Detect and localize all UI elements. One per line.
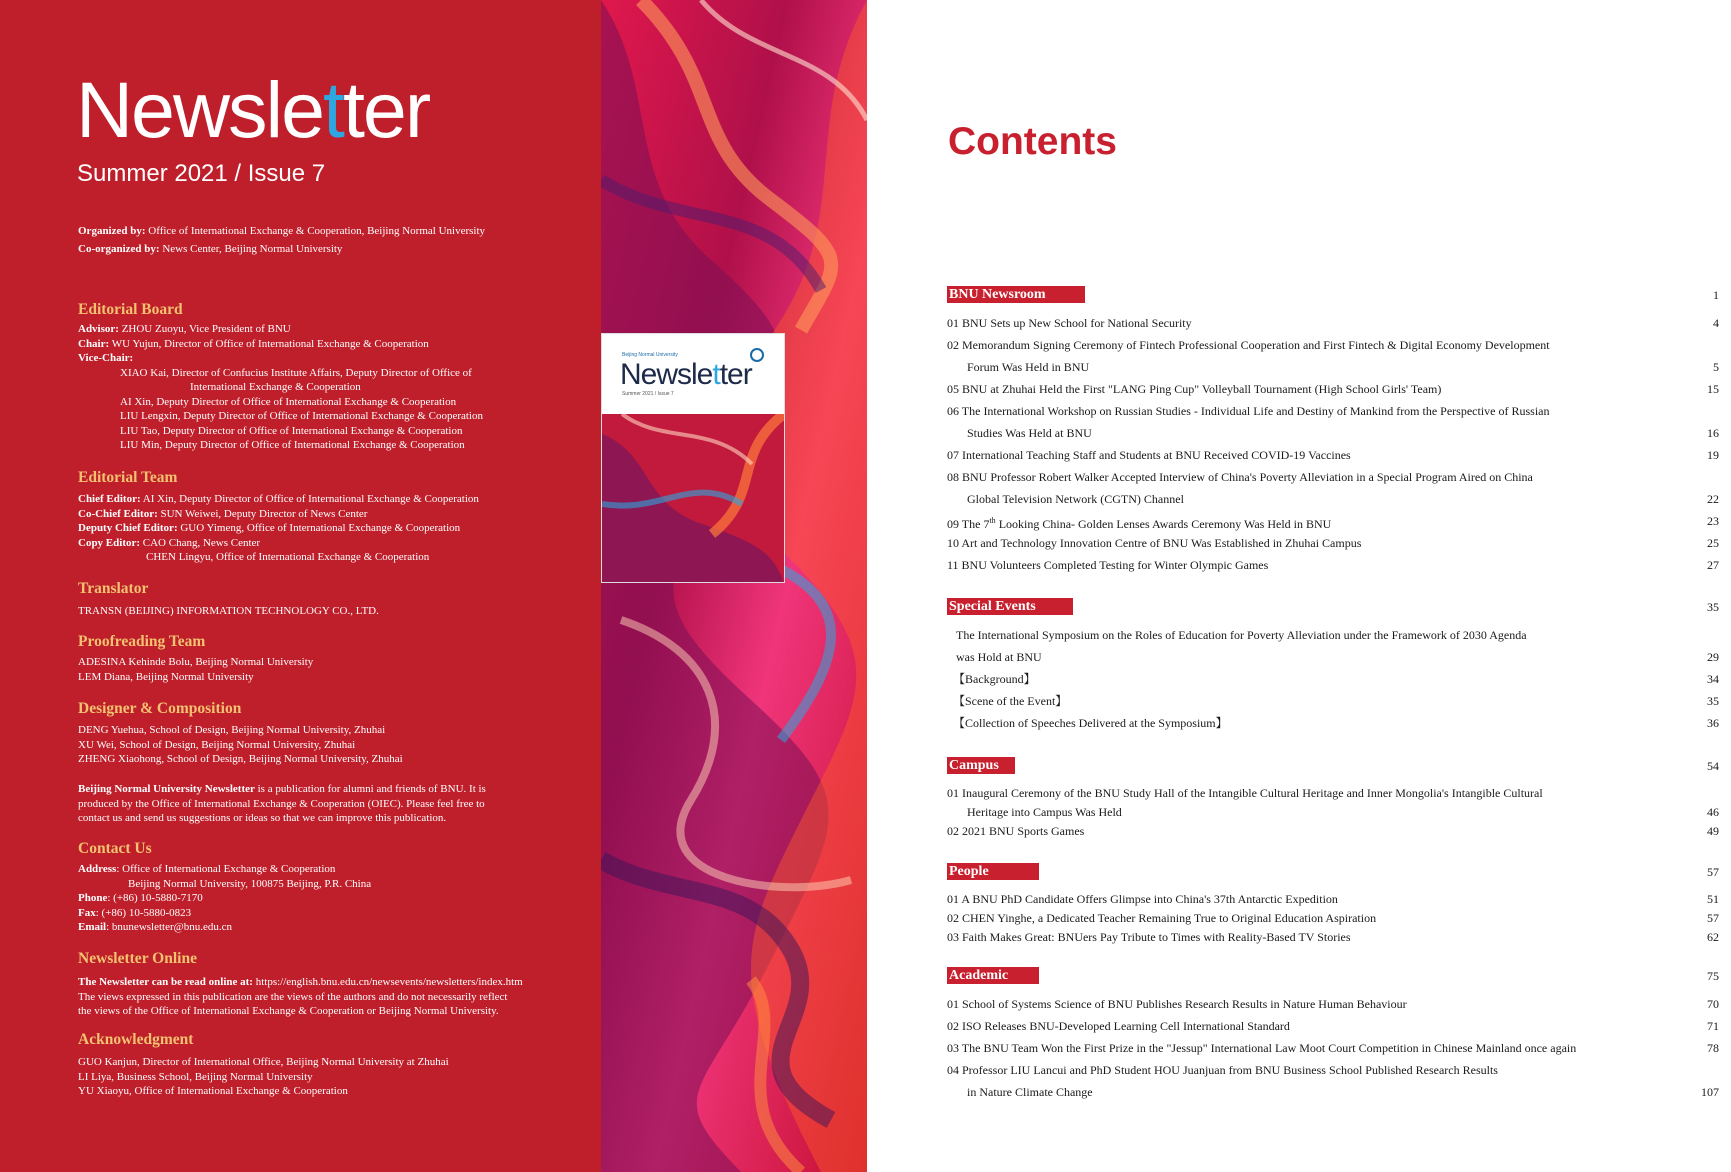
toc-entry-cont[interactable]: was Hold at BNU: [956, 650, 1042, 664]
translator-name: TRANSN (BEIJING) INFORMATION TECHNOLOGY CO., LTD.: [78, 605, 379, 617]
toc-entry[interactable]: 02 ISO Releases BNU-Developed Learning Cell International Standard: [947, 1019, 1290, 1033]
about-publication: Beijing Normal University Newsletter is a publication for alumni and friends of BNU. It is produced by the Office of International Exchange & Cooperation (OIEC). Please feel free to contact us and send us suggestions or ideas so that we can improve this publication.: [78, 783, 486, 824]
toc-page: 29: [1707, 650, 1719, 664]
section-page: 35: [1707, 600, 1719, 614]
editorial-team-heading: Editorial Team: [78, 469, 178, 486]
toc-entry[interactable]: 04 Professor LIU Lancui and PhD Student HOU Juanjuan from BNU Business School Published Research Results: [947, 1063, 1498, 1077]
toc-entry[interactable]: 【Scene of the Event】: [953, 694, 1068, 708]
toc-entry[interactable]: 07 International Teaching Staff and Students at BNU Received COVID-19 Vaccines: [947, 448, 1351, 462]
toc-page: 25: [1707, 536, 1719, 550]
section-page: 57: [1707, 865, 1719, 879]
toc-entry[interactable]: 10 Art and Technology Innovation Centre of BNU Was Established in Zhuhai Campus: [947, 536, 1362, 550]
toc-page: 36: [1707, 716, 1719, 730]
designer-team: DENG Yuehua, School of Design, Beijing Normal University, Zhuhai XU Wei, School of Design, Beijing Normal University, Zhuhai ZHENG Xiaohong, School of Design, Beijing Normal University, Zhuhai: [78, 724, 403, 765]
cover-thumbnail: [601, 333, 785, 583]
section-heading-newsroom: BNU Newsroom: [947, 286, 1085, 303]
toc-entry-cont[interactable]: Studies Was Held at BNU: [967, 426, 1092, 440]
toc-page: 19: [1707, 448, 1719, 462]
toc-entry[interactable]: 01 BNU Sets up New School for National Security: [947, 316, 1192, 330]
section-heading-special-events: Special Events: [947, 598, 1073, 615]
section-heading-people: People: [947, 863, 1039, 880]
section-heading-academic: Academic: [947, 967, 1039, 984]
translator-heading: Translator: [78, 580, 149, 597]
toc-entry[interactable]: 03 Faith Makes Great: BNUers Pay Tribute to Times with Reality-Based TV Stories: [947, 930, 1351, 944]
toc-entry[interactable]: 02 CHEN Yinghe, a Dedicated Teacher Remaining True to Original Education Aspiration: [947, 911, 1377, 925]
cover-issue: Summer 2021 / Issue 7: [622, 391, 674, 397]
acknowledgment: GUO Kanjun, Director of International Office, Beijing Normal University at Zhuhai LI Liya, Business School, Beijing Normal University YU Xiaoyu, Office of International Exchange & Cooperation: [78, 1056, 449, 1097]
toc-page: 71: [1707, 1019, 1719, 1033]
toc-entry[interactable]: 02 2021 BNU Sports Games: [947, 824, 1085, 838]
toc-page: 107: [1701, 1085, 1719, 1099]
toc-entry-cont[interactable]: in Nature Climate Change: [967, 1085, 1093, 1099]
proofreading-heading: Proofreading Team: [78, 633, 206, 650]
toc-entry-cont[interactable]: Forum Was Held in BNU: [967, 360, 1090, 374]
toc-entry[interactable]: 11 BNU Volunteers Completed Testing for Winter Olympic Games: [947, 558, 1269, 572]
toc-entry[interactable]: 06 The International Workshop on Russian Studies - Individual Life and Destiny of Mankind from the Perspective of Russian: [947, 404, 1550, 418]
section-page: 75: [1707, 969, 1719, 983]
editorial-board: Advisor: ZHOU Zuoyu, Vice President of BNU Chair: WU Yujun, Director of Office of International Exchange & Cooperation Vice-Chair: XIAO Kai, Director of Confucius Institute Affairs, Deputy Director of Office of International Exchange & Cooperation AI Xin, Deputy Director of Office of International Exchange & Cooperation LIU Lengxin, Deputy Director of Office of International Exchange & Cooperation LIU Tao, Deputy Director of Office of International Exchange & Cooperation LIU Min, Deputy Director of Office of International Exchange & Cooperation: [78, 323, 483, 451]
toc-page: 70: [1707, 997, 1719, 1011]
issue-label: Summer 2021 / Issue 7: [77, 160, 326, 187]
proofreading-team: ADESINA Kehinde Bolu, Beijing Normal University LEM Diana, Beijing Normal University: [78, 656, 314, 683]
toc-page: 5: [1713, 360, 1719, 374]
acknowledgment-heading: Acknowledgment: [78, 1031, 194, 1048]
toc-page: 49: [1707, 824, 1719, 838]
online-heading: Newsletter Online: [78, 950, 197, 967]
cover-university: Beijing Normal University: [622, 352, 678, 358]
toc-entry[interactable]: 【Background】: [953, 672, 1036, 686]
toc-page: 57: [1707, 911, 1719, 925]
university-seal-icon: [750, 348, 764, 362]
toc-page: 23: [1707, 514, 1719, 528]
toc-entry[interactable]: 03 The BNU Team Won the First Prize in the "Jessup" International Law Moot Court Competition in Chinese Mainland once again: [947, 1041, 1577, 1055]
toc-entry[interactable]: 09 The 7th Looking China- Golden Lenses Awards Ceremony Was Held in BNU: [947, 516, 1332, 531]
toc-page: 51: [1707, 892, 1719, 906]
section-heading-campus: Campus: [947, 757, 1015, 774]
toc-page: 46: [1707, 805, 1719, 819]
toc-entry[interactable]: 01 Inaugural Ceremony of the BNU Study Hall of the Intangible Cultural Heritage and Inner Mongolia's Intangible Cultural: [947, 786, 1543, 800]
editorial-board-heading: Editorial Board: [78, 301, 183, 318]
abstract-art-image: [601, 0, 867, 1172]
abstract-art-strip: [601, 0, 867, 1172]
contents-page: [867, 0, 1731, 1172]
contact-heading: Contact Us: [78, 840, 152, 857]
cover-art-image: [602, 414, 784, 582]
toc-page: 15: [1707, 382, 1719, 396]
contents-title: Contents: [948, 120, 1117, 163]
contact-info: Address: Office of International Exchange & Cooperation Beijing Normal University, 100875 Beijing, P.R. China Phone: (+86) 10-5880-7170 Fax: (+86) 10-5880-0823 Email: bnunewsletter@bnu.edu.cn: [78, 863, 372, 933]
toc-page: 35: [1707, 694, 1719, 708]
online-url[interactable]: https://english.bnu.edu.cn/newsevents/newsletters/index.htm: [252, 976, 523, 988]
toc-entry[interactable]: 01 School of Systems Science of BNU Publishes Research Results in Nature Human Behaviour: [947, 997, 1407, 1011]
toc-entry[interactable]: 【Collection of Speeches Delivered at the Symposium】: [953, 716, 1228, 730]
toc-entry[interactable]: 05 BNU at Zhuhai Held the First "LANG Ping Cup" Volleyball Tournament (High School Girls' Team): [947, 382, 1442, 396]
newsletter-logo: Newsletter: [76, 65, 430, 154]
toc-page: 27: [1707, 558, 1719, 572]
editorial-team: Chief Editor: AI Xin, Deputy Director of Office of International Exchange & Cooperation Co-Chief Editor: SUN Weiwei, Deputy Director of News Center Deputy Chief Editor: GUO Yimeng, Office of International Exchange & Cooperation Copy Editor: CAO Chang, News Center CHEN Lingyu, Office of International Exchange & Cooperation: [78, 493, 479, 563]
online-info: The Newsletter can be read online at: https://english.bnu.edu.cn/newsevents/newsletters/index.htm The views expressed in this publication are the views of the authors and do not necessarily reflect the views of the Office of International Exchange & Cooperation or Beijing Normal University.: [78, 976, 523, 1017]
toc-page: 34: [1707, 672, 1719, 686]
masthead-panel: [0, 0, 601, 1172]
designer-heading: Designer & Composition: [78, 700, 242, 717]
organizers: Organized by: Office of International Exchange & Cooperation, Beijing Normal University Co-organized by: News Center, Beijing Normal University: [78, 225, 486, 255]
toc-entry[interactable]: 08 BNU Professor Robert Walker Accepted Interview of China's Poverty Alleviation in a Special Program Aired on China: [947, 470, 1533, 484]
toc-entry[interactable]: 01 A BNU PhD Candidate Offers Glimpse into China's 37th Antarctic Expedition: [947, 892, 1338, 906]
toc-page: 22: [1707, 492, 1719, 506]
toc-page: 16: [1707, 426, 1719, 440]
toc-entry-cont[interactable]: Global Television Network (CGTN) Channel: [967, 492, 1184, 506]
toc-entry[interactable]: 02 Memorandum Signing Ceremony of Fintech Professional Cooperation and First Fintech & Digital Economy Development: [947, 338, 1550, 352]
section-page: 1: [1713, 288, 1719, 302]
toc-page: 4: [1713, 316, 1719, 330]
toc-entry-cont[interactable]: Heritage into Campus Was Held: [967, 805, 1122, 819]
toc-page: 78: [1707, 1041, 1719, 1055]
section-page: 54: [1707, 759, 1719, 773]
toc-page: 62: [1707, 930, 1719, 944]
cover-title: Newsletter: [620, 358, 752, 391]
toc-entry[interactable]: The International Symposium on the Roles of Education for Poverty Alleviation under the Framework of 2030 Agenda: [956, 628, 1527, 642]
